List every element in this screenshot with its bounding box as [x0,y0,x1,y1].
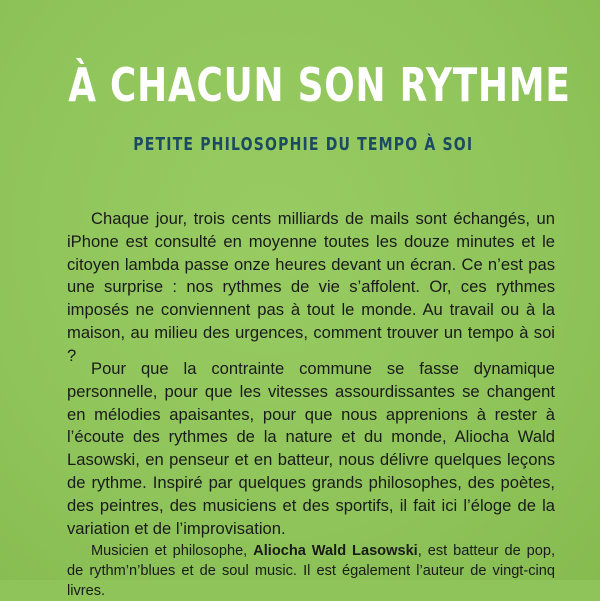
blurb-paragraph-1: Chaque jour, trois cents milliards de mails sont échangés, un iPhone est consulté en moyenne toutes les douze minutes et le citoyen lambda passe onze heures devant un écran. Ce n’est pas une surprise : nos rythmes de vie s’affolent. Or, ces rythmes imposés ne conviennent pas à tout le monde. Au travail ou à la maison, au milieu des urgences, comment trouver un tempo à soi ? [67,209,555,365]
blurb-paragraph-2: Pour que la contrainte commune se fasse dynamique personnelle, pour que les vitesses assourdissantes se changent en mélodies apaisantes, pour que nous apprenions à rester à l’écoute des rythmes de la nature et du monde, Aliocha Wald Lasowski, en penseur et en batteur, nous délivre quelques leçons de rythme. Inspiré par quelques grands philosophes, des poètes, des peintres, des musiciens et des sportifs, il fait ici l’éloge de la variation et de l’improvisation. [67,359,555,538]
author-bio-intro: Musicien et philosophe, [91,543,254,559]
author-bio-rest: , est batteur de pop, de rythm’n’blues et de soul music. Il est également l’auteur de vingt-cinq livres. [67,543,556,599]
author-name: Aliocha Wald Lasowski [253,543,418,559]
book-title: À CHACUN SON RYTHME [68,58,571,112]
book-subtitle: PETITE PHILOSOPHIE DU TEMPO À SOI [133,134,474,155]
author-bio [67,541,555,601]
